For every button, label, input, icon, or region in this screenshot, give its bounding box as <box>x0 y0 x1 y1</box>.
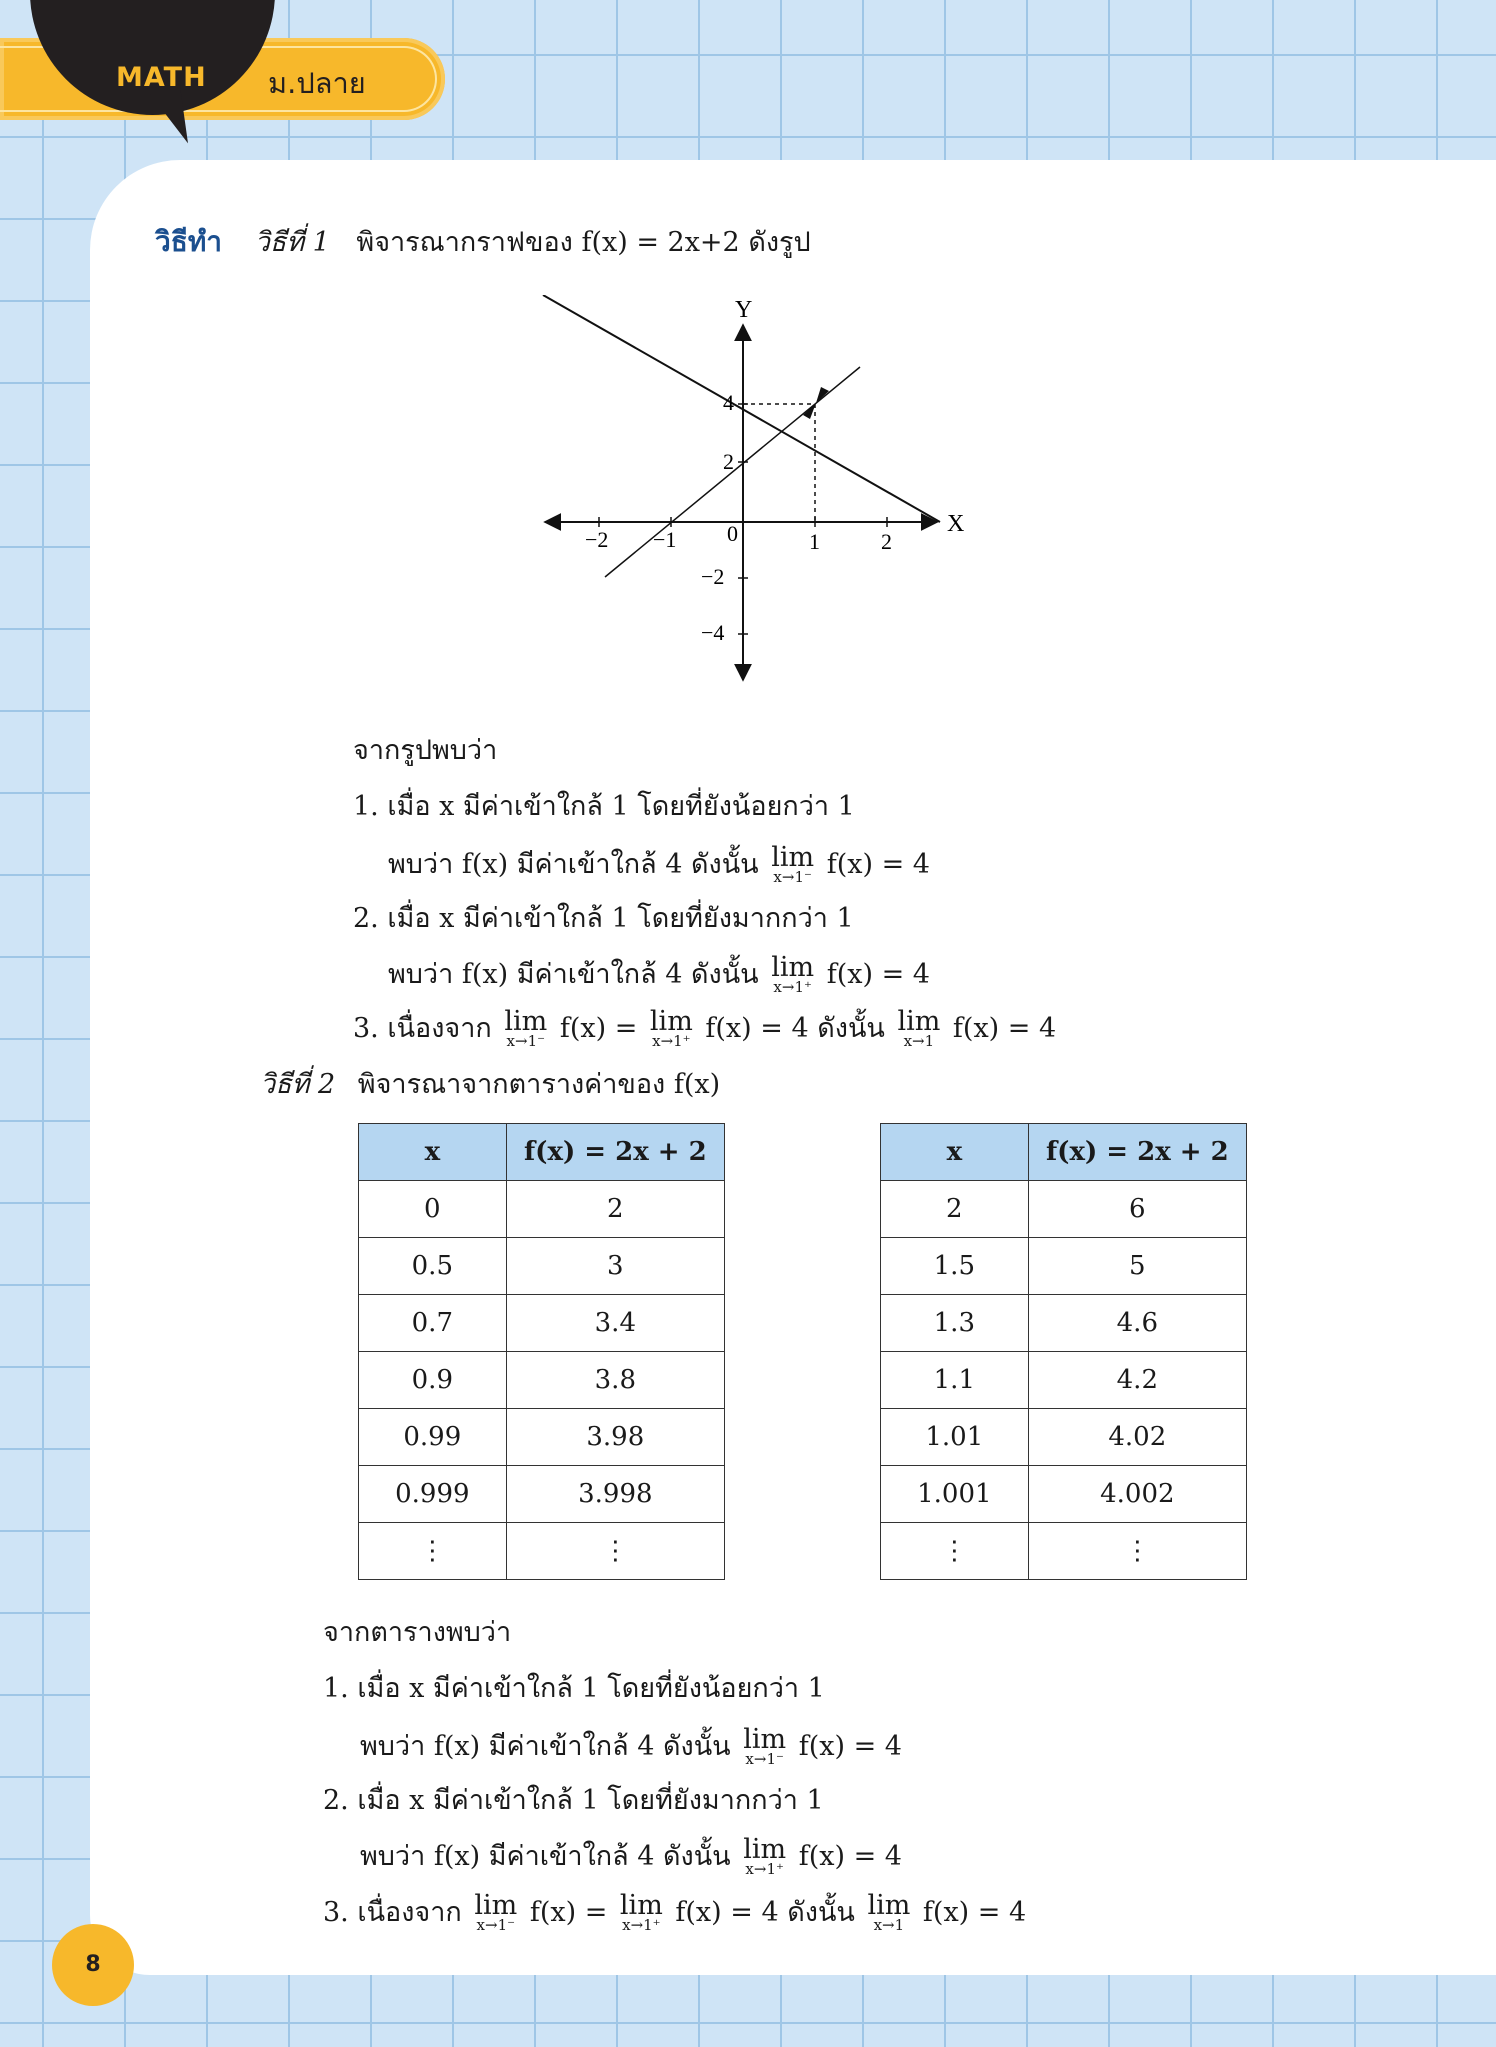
table-cell: 0.999 <box>359 1466 507 1523</box>
lim-sub: x→1⁺ <box>773 978 812 996</box>
step-text: 3. เนื่องจาก <box>353 1013 492 1044</box>
method1-heading <box>155 220 811 264</box>
table-row <box>881 1466 1247 1523</box>
table-cell: 0.99 <box>359 1409 507 1466</box>
table-cell: 4.002 <box>1028 1466 1246 1523</box>
table-row <box>359 1409 725 1466</box>
step-text: พบว่า f(x) มีค่าเข้าใกล้ 4 ดังนั้น <box>360 1731 731 1762</box>
lim-word: lim <box>867 1890 911 1921</box>
table-row <box>881 1238 1247 1295</box>
step-text: f(x) = 4 ดังนั้น <box>675 1897 855 1928</box>
m2-step1-a: 1. เมื่อ x มีค่าเข้าใกล้ 1 โดยที่ยังน้อยกว่า 1 <box>323 1673 825 1704</box>
value-table-right <box>880 1123 1247 1580</box>
table-cell: 1.01 <box>881 1409 1029 1466</box>
table-header-cell: f(x) = 2x + 2 <box>506 1124 724 1181</box>
lim-word: lim <box>743 1834 787 1865</box>
table-cell: 3.4 <box>506 1295 724 1352</box>
table-header-cell: x <box>881 1124 1029 1181</box>
m2-step2-a: 2. เมื่อ x มีค่าเข้าใกล้ 1 โดยที่ยังมากกว่า 1 <box>323 1785 824 1816</box>
step-text: พบว่า f(x) มีค่าเข้าใกล้ 4 ดังนั้น <box>360 1841 731 1872</box>
x-axis <box>543 295 940 522</box>
table-header-row <box>359 1124 725 1181</box>
method2-heading <box>260 1062 720 1105</box>
approach-arrow-left <box>803 403 816 419</box>
table-cell: 4.6 <box>1028 1295 1246 1352</box>
m1-step2-a: 2. เมื่อ x มีค่าเข้าใกล้ 1 โดยที่ยังมากกว่า 1 <box>353 903 854 934</box>
x-tick-label: 2 <box>881 529 892 554</box>
table-row <box>881 1352 1247 1409</box>
table-cell: 0.9 <box>359 1352 507 1409</box>
step-text: พบว่า f(x) มีค่าเข้าใกล้ 4 ดังนั้น <box>388 959 759 990</box>
y-tick-label: −4 <box>701 620 725 645</box>
solution-label: วิธีทำ <box>155 225 222 258</box>
step-text: f(x) = 4 <box>798 1731 902 1762</box>
limit-expression <box>743 1724 787 1768</box>
table-cell: 6 <box>1028 1181 1246 1238</box>
lim-word: lim <box>649 1006 693 1037</box>
lim-sub: x→1 <box>873 1916 905 1934</box>
table-header-cell: f(x) = 2x + 2 <box>1028 1124 1246 1181</box>
step-text: f(x) = 4 <box>922 1897 1027 1928</box>
table-cell: ⋮ <box>506 1523 724 1580</box>
step-text: f(x) = 4 <box>826 959 930 990</box>
method2-intro: พิจารณาจากตารางค่าของ f(x) <box>357 1069 721 1100</box>
table-cell: 1.5 <box>881 1238 1029 1295</box>
method2-label: วิธีที่ 2 <box>260 1069 336 1100</box>
table-row <box>359 1466 725 1523</box>
table-cell: 2 <box>506 1181 724 1238</box>
y-axis-label: Y <box>735 297 753 323</box>
table-cell: ⋮ <box>1028 1523 1246 1580</box>
table-cell: 4.02 <box>1028 1409 1246 1466</box>
table-cell: 0.7 <box>359 1295 507 1352</box>
lim-sub: x→1 <box>903 1032 935 1050</box>
function-graph <box>535 295 975 695</box>
step-text: f(x) = <box>559 1013 638 1044</box>
page-number: 8 <box>52 1924 134 2006</box>
y-tick-label: 2 <box>723 449 734 474</box>
table-cell: 0 <box>359 1181 507 1238</box>
step-text: 3. เนื่องจาก <box>323 1897 462 1928</box>
lim-word: lim <box>504 1006 548 1037</box>
table-row <box>881 1409 1247 1466</box>
y-tick-label: −2 <box>701 564 725 589</box>
lim-sub: x→1⁻ <box>506 1032 546 1050</box>
table-cell: 3.98 <box>506 1409 724 1466</box>
m1-step1-b <box>388 842 930 885</box>
lim-sub: x→1⁻ <box>476 1916 516 1934</box>
lim-sub: x→1⁻ <box>745 1750 784 1768</box>
graph-intro: จากรูปพบว่า <box>353 735 498 766</box>
table-row <box>881 1523 1247 1580</box>
table-row <box>359 1523 725 1580</box>
limit-expression <box>649 1006 693 1050</box>
value-table-left <box>358 1123 725 1580</box>
table-intro: จากตารางพบว่า <box>323 1617 512 1648</box>
limit-expression <box>771 842 815 886</box>
step-text: f(x) = <box>529 1897 608 1928</box>
step-text: f(x) = 4 ดังนั้น <box>705 1013 885 1044</box>
limit-expression <box>504 1006 548 1050</box>
lim-word: lim <box>743 1724 787 1755</box>
table-cell: ⋮ <box>881 1523 1029 1580</box>
limit-expression <box>867 1890 911 1934</box>
x-tick-label: 0 <box>727 521 738 546</box>
lim-sub: x→1⁺ <box>652 1032 691 1050</box>
table-cell: 3 <box>506 1238 724 1295</box>
method1-label: วิธีที่ 1 <box>254 227 330 258</box>
x-tick-label: 1 <box>809 529 820 554</box>
table-row <box>881 1181 1247 1238</box>
table-cell: ⋮ <box>359 1523 507 1580</box>
limit-expression <box>474 1890 518 1934</box>
step-text: f(x) = 4 <box>798 1841 902 1872</box>
method1-intro: พิจารณากราฟของ f(x) = 2x+2 ดังรูป <box>356 227 811 258</box>
lim-word: lim <box>771 842 815 873</box>
table-row <box>359 1352 725 1409</box>
lim-word: lim <box>474 1890 518 1921</box>
table-cell: 4.2 <box>1028 1352 1246 1409</box>
x-tick-label: −2 <box>585 527 609 552</box>
m2-step2-b <box>360 1834 902 1877</box>
m2-step3 <box>323 1890 1026 1933</box>
table-cell: 1.3 <box>881 1295 1029 1352</box>
lim-word: lim <box>897 1006 941 1037</box>
table-row <box>359 1181 725 1238</box>
table-header-cell: x <box>359 1124 507 1181</box>
step-text: f(x) = 4 <box>952 1013 1057 1044</box>
level-label: ม.ปลาย <box>268 66 366 100</box>
x-axis-label: X <box>947 511 965 537</box>
limit-expression <box>619 1890 663 1934</box>
m2-step1-b <box>360 1724 902 1767</box>
table-header-row <box>881 1124 1247 1181</box>
lim-word: lim <box>619 1890 663 1921</box>
m1-step3 <box>353 1006 1056 1049</box>
limit-expression <box>771 952 815 996</box>
m1-step2-b <box>388 952 930 995</box>
subject-label: MATH <box>116 62 207 93</box>
lim-sub: x→1⁺ <box>745 1860 784 1878</box>
table-row <box>359 1238 725 1295</box>
table-cell: 1.1 <box>881 1352 1029 1409</box>
table-cell: 3.8 <box>506 1352 724 1409</box>
x-tick-label: −1 <box>653 527 677 552</box>
table-cell: 1.001 <box>881 1466 1029 1523</box>
m1-step1-a: 1. เมื่อ x มีค่าเข้าใกล้ 1 โดยที่ยังน้อยกว่า 1 <box>353 791 855 822</box>
table-row <box>359 1295 725 1352</box>
limit-expression <box>743 1834 787 1878</box>
lim-sub: x→1⁻ <box>773 868 812 886</box>
table-cell: 5 <box>1028 1238 1246 1295</box>
limit-expression <box>897 1006 941 1050</box>
lim-sub: x→1⁺ <box>622 1916 661 1934</box>
lim-word: lim <box>771 952 815 983</box>
step-text: พบว่า f(x) มีค่าเข้าใกล้ 4 ดังนั้น <box>388 849 759 880</box>
table-row <box>881 1295 1247 1352</box>
table-cell: 2 <box>881 1181 1029 1238</box>
table-cell: 3.998 <box>506 1466 724 1523</box>
table-cell: 0.5 <box>359 1238 507 1295</box>
step-text: f(x) = 4 <box>826 849 930 880</box>
y-tick-label: 4 <box>723 390 734 415</box>
